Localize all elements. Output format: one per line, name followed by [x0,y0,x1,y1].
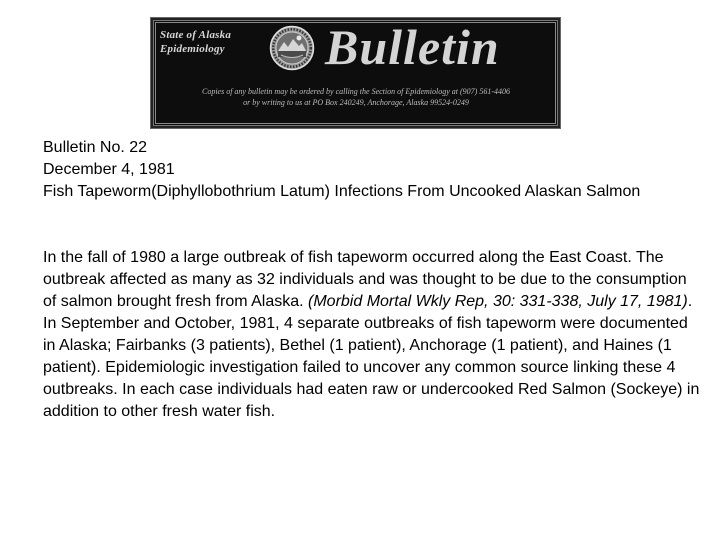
alaska-seal-icon [269,25,315,71]
bulletin-wordmark: Bulletin [325,19,500,75]
body-text-part-2: . In September and October, 1981, 4 separate outbreaks of fish tapeworm were documented in Alaska; Fairbanks (3 patients), Bethel (1 patient), Anchorage (1 patient), and Haines (1 patient). Epidemiologic investigation failed to uncover any common source linking these 4 outbreaks. In each case individuals had eaten raw or undercooked Red Salmon (Sockeye) in addition to other fresh water fish. [43,293,700,420]
bulletin-body [43,247,703,423]
bulletin-banner [150,17,561,129]
state-of-alaska-label [160,28,270,56]
copies-note-line-1: Copies of any bulletin may be ordered by calling the Section of Epidemiology at (907) 561-4406 [201,87,510,96]
bulletin-number: Bulletin No. 22 [43,139,148,156]
citation: (Morbid Mortal Wkly Rep, 30: 331-338, July 17, 1981) [308,293,688,310]
bulletin-document [43,137,703,423]
copies-order-note [171,86,541,108]
bulletin-header [43,137,703,203]
bulletin-date: December 4, 1981 [43,161,175,178]
body-paragraph [43,247,703,423]
body-text-part-1: In the fall of 1980 a large outbreak of fish tapeworm occurred along the East Coast. The outbreak affected as many as 32 individuals and was thought to be due to the consumption of salmon brought fresh from Alaska. [43,249,687,310]
copies-note-line-2: or by writing to us at PO Box 240249, Anchorage, Alaska 99524-0249 [243,98,469,107]
bulletin-title: Fish Tapeworm(Diphyllobothrium Latum) Infections From Uncooked Alaskan Salmon [43,183,641,200]
state-line-1: State of Alaska [160,29,232,41]
state-line-2: Epidemiology [160,43,225,55]
